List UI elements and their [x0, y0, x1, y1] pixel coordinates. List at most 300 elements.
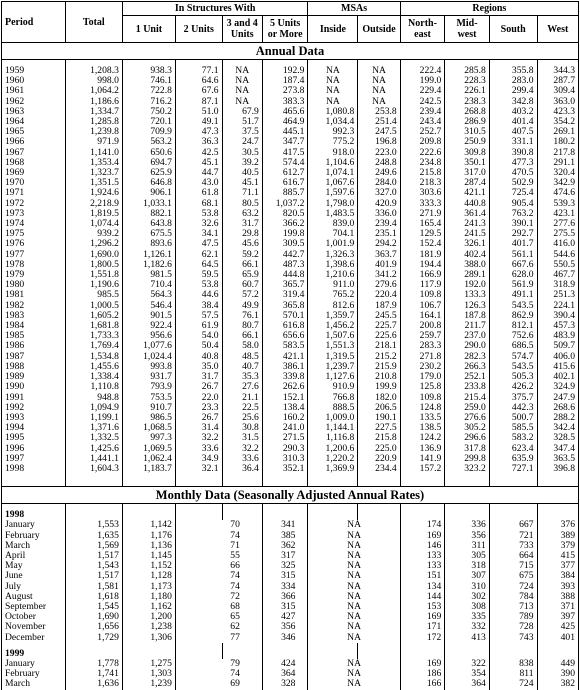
cell-three-four-units: 45.6 [222, 239, 262, 249]
cell-midwest: 318 [445, 561, 490, 571]
table-row [2, 270, 579, 280]
cell-two-units: 42.5 [175, 148, 222, 158]
cell-total: 1,296.2 [65, 239, 122, 249]
cell-midwest: 308 [445, 602, 490, 612]
cell-period: 1991 [2, 393, 66, 403]
housing-starts-table-container [1, 1, 579, 690]
table-row [2, 669, 579, 679]
cell-northeast: 129.5 [400, 229, 445, 239]
cell-west: 224.1 [537, 301, 578, 311]
cell-three-four-units: 33.6 [222, 454, 262, 464]
cell-total: 1,094.9 [65, 403, 122, 413]
cell-west: 376 [537, 520, 578, 530]
cell-period: 1969 [2, 168, 66, 178]
cell-west: 415.6 [537, 362, 578, 372]
cell-three-four-units: 51.7 [222, 117, 262, 127]
table-row [2, 188, 579, 198]
cell-five-or-more: 160.2 [262, 413, 308, 423]
cell-west: 217.8 [537, 148, 578, 158]
year-label: 1998 [2, 510, 66, 520]
cell-west: 397 [537, 612, 578, 622]
cell-one-unit: 882.1 [122, 209, 175, 219]
cell-south: 713 [489, 602, 537, 612]
cell-inside: 911.0 [308, 280, 358, 290]
cell-one-unit: 1,077.6 [122, 341, 175, 351]
cell-northeast: 199.0 [400, 76, 445, 86]
cell-five-or-more: 273.8 [262, 86, 308, 96]
cell-midwest: 287.4 [445, 178, 490, 188]
cell-two-to-four-units: 66 [175, 561, 262, 571]
cell-outside: 225.0 [358, 444, 400, 454]
cell-one-unit: 1,024.4 [122, 352, 175, 362]
cell-two-units: 57.5 [175, 311, 222, 321]
cell-three-four-units: 71.1 [222, 188, 262, 198]
cell-one-unit: 1,238 [122, 622, 175, 632]
cell-five-or-more: 241.0 [262, 423, 308, 433]
cell-period: March [2, 541, 66, 551]
cell-northeast: 252.7 [400, 127, 445, 137]
cell-period: 1984 [2, 321, 66, 331]
cell-three-four-units: 36.4 [222, 464, 262, 474]
cell-northeast: 230.2 [400, 362, 445, 372]
cell-one-unit: 1,152 [122, 561, 175, 571]
cell-one-unit: 1,068.5 [122, 423, 175, 433]
cell-three-four-units: 67.9 [222, 107, 262, 117]
cell-midwest: 241.3 [445, 219, 490, 229]
cell-midwest: 317.0 [445, 168, 490, 178]
cell-west: 401 [537, 633, 578, 643]
cell-total: 1,819.5 [65, 209, 122, 219]
cell-five-or-more: 616.8 [262, 321, 308, 331]
cell-period: 1976 [2, 239, 66, 249]
cell-five-or-more: 424 [262, 659, 308, 669]
cell-northeast: 138.5 [400, 423, 445, 433]
cell-west: 379 [537, 541, 578, 551]
cell-midwest: 350.1 [445, 158, 490, 168]
cell-inside: 1,001.9 [308, 239, 358, 249]
cell-south: 390.8 [489, 148, 537, 158]
year-row [2, 510, 579, 520]
cell-three-four-units: 35.3 [222, 372, 262, 382]
cell-five-or-more: 421.1 [262, 352, 308, 362]
cell-two-units: 44.6 [175, 290, 222, 300]
cell-three-four-units: 31.5 [222, 433, 262, 443]
cell-five-or-more: 487.3 [262, 260, 308, 270]
cell-total: 1,924.6 [65, 188, 122, 198]
cell-one-unit: 546.4 [122, 301, 175, 311]
cell-northeast: 169 [400, 659, 445, 669]
cell-midwest: 289.1 [445, 270, 490, 280]
cell-one-unit: 901.5 [122, 311, 175, 321]
cell-south: 724 [489, 679, 537, 689]
cell-northeast: 194.4 [400, 260, 445, 270]
monthly-data-section [2, 480, 579, 689]
cell-south: 721 [489, 531, 537, 541]
cell-five-or-more: 427 [262, 612, 308, 622]
cell-outside: 336.0 [358, 209, 400, 219]
cell-northeast: 117.9 [400, 280, 445, 290]
cell-one-unit: 650.6 [122, 148, 175, 158]
cell-inside: 839.0 [308, 219, 358, 229]
cell-two-units: 23.3 [175, 403, 222, 413]
cell-south: 561.1 [489, 250, 537, 260]
cell-inside: 1,507.6 [308, 331, 358, 341]
cell-one-unit: 1,200 [122, 612, 175, 622]
cell-total: 1,064.2 [65, 86, 122, 96]
table-row [2, 592, 579, 602]
cell-south: 743 [489, 633, 537, 643]
cell-five-or-more: 319.4 [262, 290, 308, 300]
cell-three-four-units: 76.1 [222, 311, 262, 321]
cell-midwest: 421.1 [445, 188, 490, 198]
cell-five-or-more: 574.4 [262, 158, 308, 168]
cell-northeast: 151 [400, 571, 445, 581]
cell-outside: 401.9 [358, 260, 400, 270]
cell-period: 1990 [2, 382, 66, 392]
cell-two-units: 49.1 [175, 117, 222, 127]
cell-period: 1988 [2, 362, 66, 372]
cell-msas: NA [308, 592, 400, 602]
cell-msas: NA [308, 633, 400, 643]
table-row [2, 633, 579, 643]
annual-data-title: Annual Data [2, 43, 579, 60]
cell-outside: NA [358, 76, 400, 86]
cell-south: 502.9 [489, 178, 537, 188]
cell-northeast: 166.9 [400, 270, 445, 280]
cell-five-or-more: 334 [262, 582, 308, 592]
cell-five-or-more: 366.2 [262, 219, 308, 229]
cell-one-unit: 1,275 [122, 659, 175, 669]
table-row [2, 541, 579, 551]
cell-period: 1993 [2, 413, 66, 423]
cell-total: 1,534.8 [65, 352, 122, 362]
table-row [2, 561, 579, 571]
cell-period: 1981 [2, 290, 66, 300]
cell-northeast: 141.9 [400, 454, 445, 464]
cell-inside: 1,326.3 [308, 250, 358, 260]
cell-midwest: 361.4 [445, 209, 490, 219]
cell-five-or-more: 309.5 [262, 239, 308, 249]
cell-west: 320.4 [537, 168, 578, 178]
cell-total: 1,351.5 [65, 178, 122, 188]
cell-two-to-four-units: 69 [175, 679, 262, 689]
col-northeast: North-east [400, 16, 445, 43]
cell-south: 401.7 [489, 239, 537, 249]
cell-south: 628.0 [489, 270, 537, 280]
cell-northeast: 303.6 [400, 188, 445, 198]
cell-five-or-more: 192.9 [262, 66, 308, 76]
cell-inside: 1,551.3 [308, 341, 358, 351]
cell-south: 727.1 [489, 464, 537, 474]
cell-period: 1968 [2, 158, 66, 168]
cell-one-unit: 716.2 [122, 97, 175, 107]
cell-total: 1,186.6 [65, 97, 122, 107]
cell-two-units: 33.6 [175, 444, 222, 454]
cell-total: 1,334.7 [65, 107, 122, 117]
cell-midwest: 311 [445, 541, 490, 551]
cell-south: 675 [489, 571, 537, 581]
cell-midwest: 276.6 [445, 413, 490, 423]
cell-total: 1,285.8 [65, 117, 122, 127]
cell-midwest: 133.3 [445, 290, 490, 300]
year-label: 1999 [2, 649, 66, 659]
table-row [2, 97, 579, 107]
cell-five-or-more: 290.3 [262, 444, 308, 454]
cell-total: 1,517 [65, 551, 122, 561]
cell-outside: 251.4 [358, 117, 400, 127]
cell-period: 1997 [2, 454, 66, 464]
cell-five-or-more: 138.4 [262, 403, 308, 413]
cell-south: 664 [489, 551, 537, 561]
cell-inside: NA [308, 86, 358, 96]
cell-midwest: 323.2 [445, 464, 490, 474]
cell-period: 1971 [2, 188, 66, 198]
cell-one-unit: 793.9 [122, 382, 175, 392]
table-row [2, 127, 579, 137]
cell-five-or-more: 465.6 [262, 107, 308, 117]
cell-two-units: 31.7 [175, 372, 222, 382]
cell-one-unit: 750.2 [122, 107, 175, 117]
cell-two-units: 26.7 [175, 382, 222, 392]
cell-one-unit: 720.1 [122, 117, 175, 127]
cell-south: 491.1 [489, 290, 537, 300]
cell-northeast: 229.4 [400, 86, 445, 96]
cell-one-unit: 1,239 [122, 679, 175, 689]
cell-two-to-four-units: 74 [175, 582, 262, 592]
cell-msas: NA [308, 571, 400, 581]
cell-three-four-units: 60.7 [222, 280, 262, 290]
cell-total: 1,371.6 [65, 423, 122, 433]
table-row [2, 219, 579, 229]
cell-three-four-units: 22.5 [222, 403, 262, 413]
cell-five-or-more: 356 [262, 622, 308, 632]
table-row [2, 209, 579, 219]
col-south: South [489, 16, 537, 43]
table-row [2, 582, 579, 592]
cell-south: 299.4 [489, 86, 537, 96]
cell-five-or-more: 325 [262, 561, 308, 571]
cell-midwest: 332 [445, 622, 490, 632]
cell-one-unit: 710.4 [122, 280, 175, 290]
cell-two-units: 61.8 [175, 188, 222, 198]
cell-south: 574.7 [489, 352, 537, 362]
cell-period: 1979 [2, 270, 66, 280]
cell-northeast: 200.8 [400, 321, 445, 331]
cell-one-unit: 910.7 [122, 403, 175, 413]
table-row [2, 178, 579, 188]
cell-west: 539.3 [537, 199, 578, 209]
cell-period: 1995 [2, 433, 66, 443]
cell-south: 715 [489, 561, 537, 571]
cell-total: 998.0 [65, 76, 122, 86]
cell-west: 268.6 [537, 403, 578, 413]
cell-west: 449 [537, 659, 578, 669]
cell-five-or-more: 445.1 [262, 127, 308, 137]
cell-west: 415 [537, 551, 578, 561]
table-row [2, 352, 579, 362]
cell-period: March [2, 679, 66, 689]
table-row [2, 571, 579, 581]
cell-five-or-more: 656.6 [262, 331, 308, 341]
cell-inside: 765.2 [308, 290, 358, 300]
cell-inside: 1,798.0 [308, 199, 358, 209]
cell-west: 371 [537, 602, 578, 612]
cell-outside: 225.6 [358, 331, 400, 341]
cell-west: 382 [537, 679, 578, 689]
cell-west: 328.5 [537, 433, 578, 443]
cell-total: 1,074.4 [65, 219, 122, 229]
table-row [2, 107, 579, 117]
cell-west: 384 [537, 571, 578, 581]
cell-inside: 1,220.2 [308, 454, 358, 464]
cell-three-four-units: 30.5 [222, 148, 262, 158]
cell-total: 1,800.5 [65, 260, 122, 270]
table-row [2, 66, 579, 76]
cell-three-four-units: 48.5 [222, 352, 262, 362]
cell-five-or-more: 885.7 [262, 188, 308, 198]
cell-msas: NA [308, 561, 400, 571]
cell-midwest: 285.8 [445, 66, 490, 76]
cell-west: 425 [537, 622, 578, 632]
cell-west: 423.1 [537, 209, 578, 219]
cell-one-unit: 993.8 [122, 362, 175, 372]
col-west: West [537, 16, 578, 43]
cell-period: February [2, 531, 66, 541]
cell-two-units: 61.9 [175, 321, 222, 331]
cell-midwest: 310.5 [445, 127, 490, 137]
cell-inside: 1,067.6 [308, 178, 358, 188]
cell-outside: 239.4 [358, 219, 400, 229]
table-row [2, 659, 579, 669]
cell-total: 1,690.0 [65, 250, 122, 260]
cell-west: 287.7 [537, 76, 578, 86]
cell-south: 763.2 [489, 209, 537, 219]
cell-msas: NA [308, 551, 400, 561]
cell-period: 1960 [2, 76, 66, 86]
cell-midwest: 310 [445, 582, 490, 592]
col-period: Period [2, 2, 66, 43]
cell-three-four-units: 49.9 [222, 301, 262, 311]
cell-three-four-units: 29.8 [222, 229, 262, 239]
cell-inside: NA [308, 66, 358, 76]
cell-five-or-more: 365.7 [262, 280, 308, 290]
cell-period: 1989 [2, 372, 66, 382]
cell-south: 403.2 [489, 107, 537, 117]
cell-west: 467.7 [537, 270, 578, 280]
cell-west: 318.9 [537, 280, 578, 290]
cell-period: 1978 [2, 260, 66, 270]
cell-midwest: 215.4 [445, 393, 490, 403]
cell-northeast: 259.7 [400, 331, 445, 341]
cell-midwest: 187.8 [445, 311, 490, 321]
cell-five-or-more: 262.6 [262, 382, 308, 392]
cell-two-units: 50.4 [175, 341, 222, 351]
cell-south: 355.8 [489, 66, 537, 76]
cell-two-units: 32.2 [175, 433, 222, 443]
cell-msas: NA [308, 612, 400, 622]
cell-south: 442.3 [489, 403, 537, 413]
cell-two-units: 40.8 [175, 352, 222, 362]
cell-one-unit: 1,303 [122, 669, 175, 679]
cell-outside: 223.0 [358, 148, 400, 158]
cell-south: 585.5 [489, 423, 537, 433]
cell-midwest: 354 [445, 669, 490, 679]
cell-period: January [2, 520, 66, 530]
cell-one-unit: 722.8 [122, 86, 175, 96]
cell-period: 1973 [2, 209, 66, 219]
cell-northeast: 271.9 [400, 209, 445, 219]
cell-northeast: 164.1 [400, 311, 445, 321]
table-row [2, 321, 579, 331]
cell-period: 1986 [2, 341, 66, 351]
cell-three-four-units: 66.1 [222, 260, 262, 270]
cell-south: 724 [489, 582, 537, 592]
cell-three-four-units: 63.2 [222, 209, 262, 219]
cell-period: 1996 [2, 444, 66, 454]
monthly-data-title: Monthly Data (Seasonally Adjusted Annual Rates) [2, 487, 579, 504]
table-row [2, 464, 579, 474]
cell-one-unit: 1,142 [122, 520, 175, 530]
table-row [2, 148, 579, 158]
cell-outside: 206.5 [358, 403, 400, 413]
cell-outside: 363.7 [358, 250, 400, 260]
cell-south: 477.3 [489, 158, 537, 168]
cell-period: October [2, 612, 66, 622]
cell-inside: 1,483.5 [308, 209, 358, 219]
cell-one-unit: 753.5 [122, 393, 175, 403]
cell-period: June [2, 571, 66, 581]
cell-five-or-more: 187.4 [262, 76, 308, 86]
cell-three-four-units: 37.5 [222, 127, 262, 137]
cell-five-or-more: 346 [262, 633, 308, 643]
cell-south: 470.5 [489, 168, 537, 178]
cell-period: 1966 [2, 137, 66, 147]
cell-west: 474.6 [537, 188, 578, 198]
cell-five-or-more: 442.7 [262, 250, 308, 260]
cell-west: 344.3 [537, 66, 578, 76]
cell-one-unit: 981.5 [122, 270, 175, 280]
cell-west: 309.4 [537, 86, 578, 96]
cell-northeast: 242.5 [400, 97, 445, 107]
cell-one-unit: 997.3 [122, 433, 175, 443]
cell-two-units: 77.1 [175, 66, 222, 76]
cell-midwest: 126.3 [445, 301, 490, 311]
cell-northeast: 174 [400, 520, 445, 530]
cell-west: 180.2 [537, 137, 578, 147]
cell-west: 342.4 [537, 423, 578, 433]
table-header [2, 2, 579, 43]
cell-period: 1972 [2, 199, 66, 209]
cell-msas: NA [308, 679, 400, 689]
cell-south: 725.4 [489, 188, 537, 198]
cell-one-unit: 1,145 [122, 551, 175, 561]
cell-northeast: 133.5 [400, 413, 445, 423]
cell-outside: 245.5 [358, 311, 400, 321]
cell-period: 1974 [2, 219, 66, 229]
cell-northeast: 109.8 [400, 290, 445, 300]
cell-inside: NA [308, 97, 358, 107]
cell-midwest: 286.9 [445, 117, 490, 127]
table-row [2, 158, 579, 168]
cell-west: 291.1 [537, 158, 578, 168]
cell-msas: NA [308, 602, 400, 612]
cell-inside: 1,210.6 [308, 270, 358, 280]
cell-west: 509.7 [537, 341, 578, 351]
cell-one-unit: 1,033.1 [122, 199, 175, 209]
table-row [2, 229, 579, 239]
cell-three-four-units: 31.7 [222, 219, 262, 229]
cell-total: 1,733.3 [65, 331, 122, 341]
